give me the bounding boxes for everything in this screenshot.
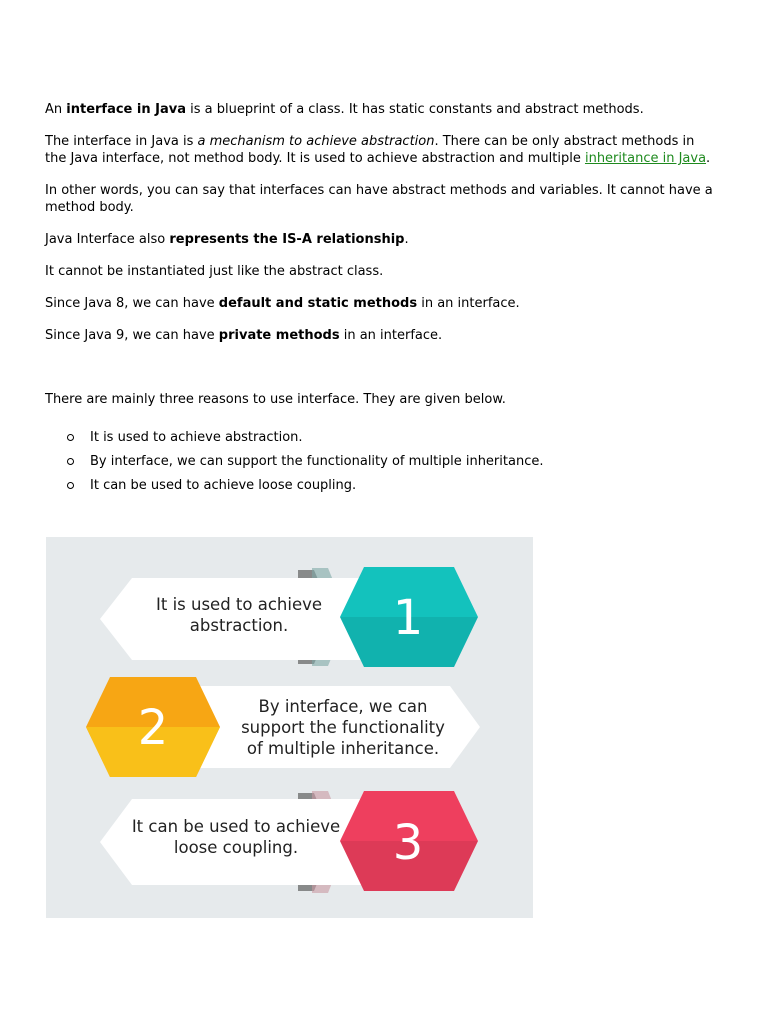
inheritance-link[interactable]: inheritance in Java xyxy=(584,151,707,166)
item-line: It is used to achieve xyxy=(155,595,323,614)
text: . There can be only abstract methods in the Java interface, not method body. It is used to achieve abstraction and multiple xyxy=(45,134,695,166)
paragraph-other-words: In other words, you can say that interfaces can have abstract methods and variables. It cannot have a method body. xyxy=(45,183,713,215)
text: in an interface. xyxy=(417,296,520,311)
text: An xyxy=(45,102,67,117)
paragraph-definition xyxy=(45,101,715,118)
text: Since Java 8, we can have xyxy=(45,296,219,311)
text: in an interface. xyxy=(339,328,443,343)
paragraph-java9 xyxy=(45,327,715,344)
item-number: 2 xyxy=(137,700,169,756)
circle-bullet-icon xyxy=(67,482,74,489)
infographic-item-1 xyxy=(100,567,478,667)
text: Java Interface also xyxy=(45,232,170,247)
item-line: loose coupling. xyxy=(173,838,299,857)
list-item-text: By interface, we can support the functionality of multiple inheritance. xyxy=(90,454,544,469)
list-item xyxy=(45,453,715,470)
reasons-list xyxy=(45,429,715,494)
text: . xyxy=(404,232,409,247)
infographic-item-2 xyxy=(86,677,480,777)
item-line: of multiple inheritance. xyxy=(246,739,440,758)
item-number: 1 xyxy=(392,590,424,646)
paragraph-abstraction xyxy=(45,133,715,167)
reasons-infographic xyxy=(46,537,533,918)
list-item xyxy=(45,477,715,494)
bold-term: interface in Java xyxy=(66,102,186,117)
text: Since Java 9, we can have xyxy=(45,328,219,343)
article-body xyxy=(45,101,715,501)
item-number: 3 xyxy=(392,815,424,871)
infographic-graphic xyxy=(46,537,533,918)
bold-term: represents the IS-A relationship xyxy=(169,232,405,247)
list-item-text: It can be used to achieve loose coupling. xyxy=(90,478,357,493)
text: is a blueprint of a class. It has static constants and abstract methods. xyxy=(186,102,644,117)
paragraph-is-a xyxy=(45,231,715,248)
infographic-item-3 xyxy=(100,791,478,893)
item-line: support the functionality xyxy=(241,718,445,737)
text: The interface in Java is xyxy=(45,134,198,149)
bold-term: private methods xyxy=(218,328,340,343)
italic-phrase: a mechanism to achieve abstraction xyxy=(197,134,435,149)
list-item xyxy=(45,429,715,446)
item-line: It can be used to achieve xyxy=(131,817,341,836)
circle-bullet-icon xyxy=(67,458,74,465)
paragraph-java8 xyxy=(45,295,715,312)
paragraph-reasons-intro: There are mainly three reasons to use interface. They are given below. xyxy=(45,392,506,407)
item-line: abstraction. xyxy=(189,616,289,635)
text: . xyxy=(706,151,711,166)
bold-term: default and static methods xyxy=(218,296,418,311)
item-line: By interface, we can xyxy=(258,697,428,716)
circle-bullet-icon xyxy=(67,434,74,441)
paragraph-instantiation: It cannot be instantiated just like the abstract class. xyxy=(45,264,384,279)
list-item-text: It is used to achieve abstraction. xyxy=(90,430,303,445)
